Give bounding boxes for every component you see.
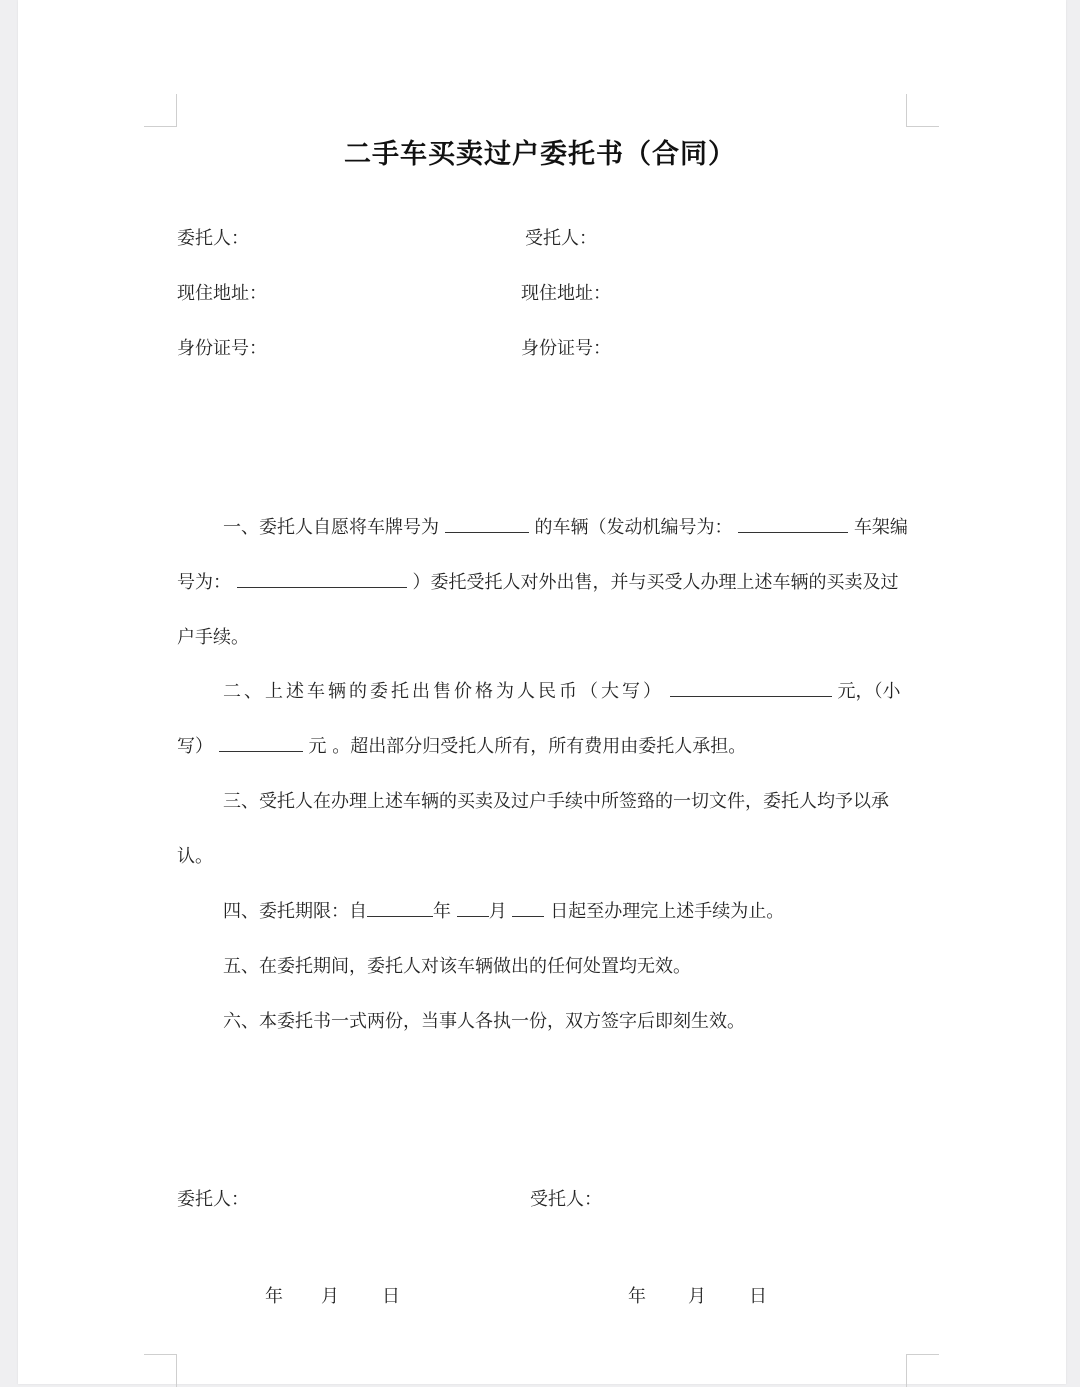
clause-1-line-3: 户手续。 bbox=[177, 627, 249, 648]
agent-date-year: 年 bbox=[628, 1286, 646, 1307]
term-day-blank[interactable] bbox=[512, 898, 544, 917]
clause-1-text-c: 车架编 bbox=[853, 517, 908, 538]
principal-address-label: 现住地址： bbox=[177, 283, 267, 304]
signature-agent-label: 受托人： bbox=[530, 1189, 602, 1210]
price-numeric-blank[interactable] bbox=[219, 733, 303, 752]
principal-date-month: 月 bbox=[321, 1286, 339, 1307]
clause-1-line-2 bbox=[177, 568, 909, 594]
clause-2-line-1 bbox=[177, 677, 909, 703]
clause-4-text-d: 日起至办理完上述手续为止。 bbox=[550, 901, 785, 922]
crop-mark-top-right bbox=[906, 94, 939, 127]
agent-label: 受托人： bbox=[525, 228, 597, 249]
clause-6: 六、本委托书一式两份，当事人各执一份，双方签字后即刻生效。 bbox=[223, 1011, 745, 1032]
clause-4-month: 月 bbox=[488, 901, 507, 922]
principal-date-day: 日 bbox=[382, 1286, 400, 1307]
document-title: 二手车买卖过户委托书（合同） bbox=[344, 139, 736, 170]
clause-2-text-a: 二、上述车辆的委托出售价格为人民币（大写） bbox=[223, 681, 664, 702]
agent-date-day: 日 bbox=[749, 1286, 767, 1307]
clause-2-text-d: 元 。超出部分归受托人所有，所有费用由委托人承担。 bbox=[308, 736, 747, 757]
clause-2-line-2 bbox=[177, 732, 909, 758]
clause-2-text-b: 元，（小 bbox=[837, 681, 901, 702]
clause-3-line-2: 认。 bbox=[177, 846, 213, 867]
clause-5: 五、在委托期间，委托人对该车辆做出的任何处置均无效。 bbox=[223, 956, 691, 977]
term-year-blank[interactable] bbox=[367, 898, 433, 917]
plate-number-blank[interactable] bbox=[445, 514, 529, 533]
engine-number-blank[interactable] bbox=[738, 514, 848, 533]
clause-4-text-a: 四、委托期限：自 bbox=[223, 901, 367, 922]
clause-4-year: 年 bbox=[433, 901, 451, 922]
agent-date-month: 月 bbox=[688, 1286, 706, 1307]
principal-id-label: 身份证号： bbox=[177, 338, 267, 359]
principal-date-year: 年 bbox=[265, 1286, 283, 1307]
price-uppercase-blank[interactable] bbox=[670, 678, 832, 697]
clause-1-text-e: ）委托受托人对外出售，并与买受人办理上述车辆的买卖及过 bbox=[412, 572, 899, 593]
crop-mark-bottom-right bbox=[906, 1354, 939, 1387]
document-page bbox=[18, 0, 1066, 1384]
clause-1-text-b: 的车辆（发动机编号为： bbox=[534, 517, 733, 538]
crop-mark-bottom-left bbox=[144, 1354, 177, 1387]
clause-3-line-1: 三、受托人在办理上述车辆的买卖及过户手续中所签臵的一切文件，委托人均予以承 bbox=[223, 791, 889, 812]
clause-1-text-d: 号为： bbox=[177, 572, 231, 593]
term-month-blank[interactable] bbox=[457, 898, 489, 917]
signature-principal-label: 委托人： bbox=[177, 1189, 249, 1210]
clause-1-text-a: 一、委托人自愿将车牌号为 bbox=[223, 517, 439, 538]
clause-1-line-1 bbox=[177, 513, 909, 539]
clause-4 bbox=[177, 897, 955, 923]
agent-id-label: 身份证号： bbox=[521, 338, 611, 359]
principal-label: 委托人： bbox=[177, 228, 249, 249]
agent-address-label: 现住地址： bbox=[521, 283, 611, 304]
crop-mark-top-left bbox=[144, 94, 177, 127]
clause-2-text-c: 写） bbox=[177, 736, 213, 757]
vin-number-blank[interactable] bbox=[237, 569, 407, 588]
